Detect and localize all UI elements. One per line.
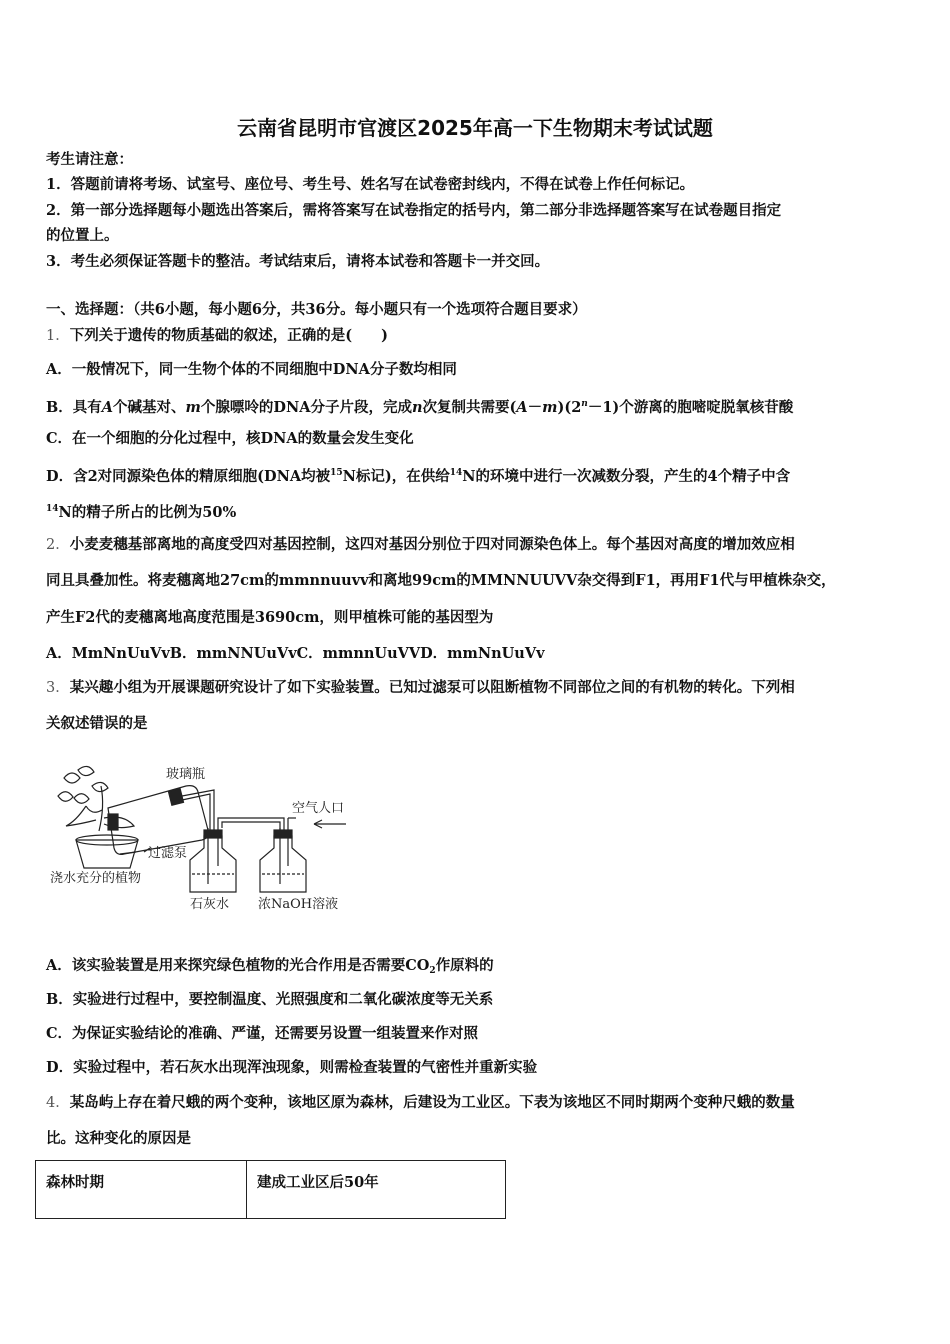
question-1-text: 下列关于遗传的物质基础的叙述，正确的是( ) bbox=[69, 327, 388, 344]
page-title: 云南省昆明市官渡区2025年高一下生物期末考试试题 bbox=[237, 116, 713, 140]
notice-item-1: 1．答题前请将考场、试室号、座位号、考生号、姓名写在试卷密封线内，不得在试卷上作任何标记。 bbox=[46, 176, 695, 193]
notice-item-2-cont: 的位置上。 bbox=[46, 227, 119, 244]
question-2-line-2: 同且具叠加性。将麦穗离地27cm的mmnnuuvv和离地99cm的MMNNUUVV杂交得到F1，再用F1代与甲植株杂交， bbox=[46, 572, 836, 589]
label-glass-bottle: 玻璃瓶 bbox=[166, 767, 206, 782]
question-1-number: 1． bbox=[46, 328, 70, 344]
flower-pot bbox=[76, 840, 138, 868]
q3-option-d: D．实验过程中，若石灰水出现浑浊现象，则需检查装置的气密性并重新实验 bbox=[46, 1059, 538, 1076]
label-naoh-solution: 浓NaOH溶液 bbox=[258, 897, 339, 912]
question-4-line-2: 比。这种变化的原因是 bbox=[46, 1130, 191, 1147]
question-4-number: 4． bbox=[46, 1095, 70, 1111]
table-row bbox=[36, 1161, 506, 1219]
notice-item-3: 3．考生必须保证答题卡的整洁。考试结束后，请将本试卷和答题卡一并交回。 bbox=[46, 253, 550, 270]
question-1-stem bbox=[46, 326, 916, 346]
question-3-line-1: 3．某兴趣小组为开展课题研究设计了如下实验装置。已知过滤泵可以阻断植物不同部位之间的有机物的转化。下列相 bbox=[46, 679, 795, 696]
section-heading: 一、选择题：（共6小题，每小题6分，共36分。每小题只有一个选项符合题目要求） bbox=[46, 301, 587, 318]
q1-option-b: B．具有A个碱基对、m个腺嘌呤的DNA分子片段，完成n次复制共需要$(A-m)(2^n-1)$个游离的胞嘧啶脱氧核苷酸 bbox=[46, 399, 794, 416]
naoh-flask bbox=[260, 836, 306, 892]
question-4-line-1: 4．某岛屿上存在着尺蛾的两个变种，该地区原为森林，后建设为工业区。下表为该地区不同时期两个变种尺蛾的数量 bbox=[46, 1094, 795, 1111]
q3-option-a: A．该实验装置是用来探究绿色植物的光合作用是否需要$CO_2$作原料的 bbox=[46, 957, 494, 976]
q3-option-c: C．为保证实验结论的准确、严谨，还需要另设置一组装置来作对照 bbox=[46, 1025, 479, 1042]
flower-shape bbox=[64, 773, 80, 783]
table-cell-industrial-period: 建成工业区后50年 bbox=[247, 1161, 506, 1219]
lime-water-flask bbox=[190, 836, 236, 892]
question-2-number: 2． bbox=[46, 537, 70, 553]
q3-option-b: B．实验进行过程中，要控制温度、光照强度和二氧化碳浓度等无关系 bbox=[46, 991, 494, 1008]
question-2-line-3: 产生F2代的麦穗离地高度范围是3690cm，则甲植株可能的基因型为 bbox=[46, 609, 494, 626]
question-2-line-1: 2．小麦麦穗基部离地的高度受四对基因控制，这四对基因分别位于四对同源染色体上。每个基因对高度的增加效应相 bbox=[46, 536, 795, 553]
question-3-line-2: 关叙述错误的是 bbox=[46, 715, 148, 732]
q1-option-a: A．一般情况下，同一生物个体的不同细胞中DNA分子数均相同 bbox=[46, 361, 457, 378]
q1-option-c: C．在一个细胞的分化过程中，核DNA的数量会发生变化 bbox=[46, 430, 414, 447]
label-air-inlet: 空气人口 bbox=[292, 801, 345, 816]
table-cell-forest-period: 森林时期 bbox=[36, 1161, 247, 1219]
q1-option-d-cont: $^{14}$N的精子所占的比例为50% bbox=[46, 504, 237, 521]
notice-heading: 考生请注意： bbox=[46, 151, 133, 168]
question-3-number: 3． bbox=[46, 680, 70, 696]
experiment-apparatus-diagram bbox=[46, 756, 366, 916]
q1-option-d: D．含2对同源染色体的精原细胞(DNA均被$^{15}$N标记)，在供给$^{14}$N的环境中进行一次减数分裂，产生的4个精子中含 bbox=[46, 468, 791, 485]
label-plant: 浇水充分的植物 bbox=[50, 871, 142, 886]
label-lime-water: 石灰水 bbox=[190, 897, 230, 912]
notice-item-2: 2．第一部分选择题每小题选出答案后，需将答案写在试卷指定的括号内，第二部分非选择题答案写在试卷题目指定 bbox=[46, 202, 782, 219]
label-filter-pump: 过滤泵 bbox=[148, 846, 188, 861]
moth-ratio-table bbox=[35, 1160, 506, 1219]
q2-options: A．MmNnUuVvB．mmNNUuVvC．mmnnUuVVD．mmNnUuVv bbox=[46, 645, 545, 662]
